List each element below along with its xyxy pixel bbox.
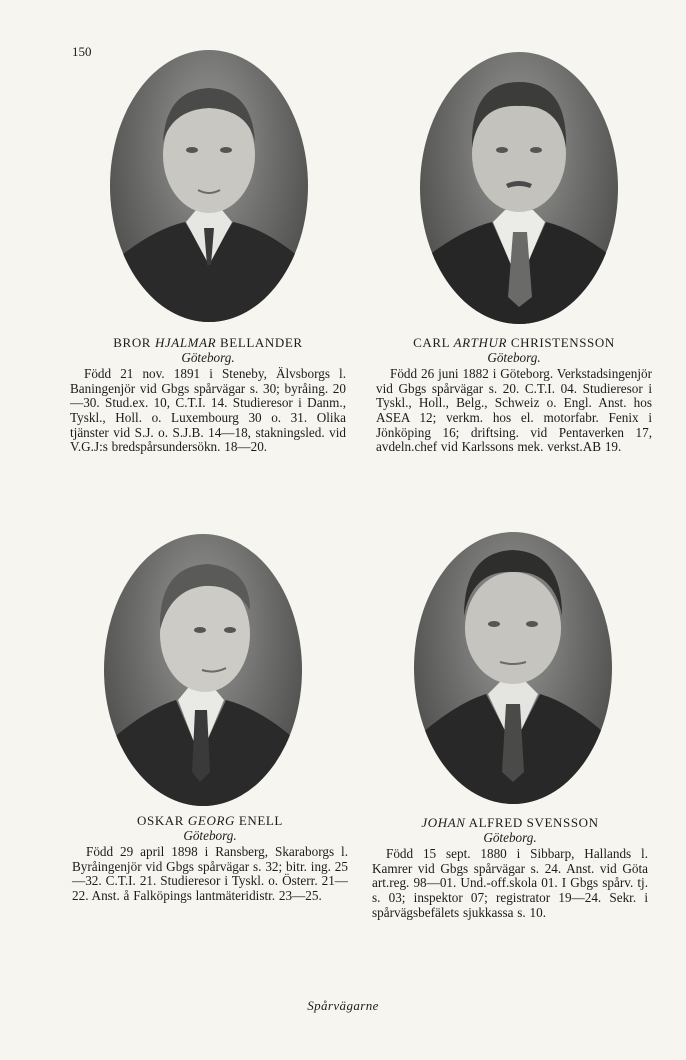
page-footer: Spårvägarne <box>307 998 379 1013</box>
person-name: JOHAN ALFRED SVENSSON <box>421 815 599 830</box>
bio-entry-bellander <box>70 336 346 455</box>
person-city: Göteborg. <box>487 349 541 365</box>
page-number: 150 <box>72 44 92 59</box>
portrait-photo-svensson <box>414 532 612 804</box>
bio-entry-christensson <box>376 336 652 455</box>
portrait-photo-bellander <box>110 50 308 322</box>
person-city: Göteborg. <box>183 827 237 843</box>
bio-entry-svensson <box>372 816 648 920</box>
person-name: CARL ARTHUR CHRISTENSSON <box>413 335 615 350</box>
person-city: Göteborg. <box>483 829 537 845</box>
person-city: Göteborg. <box>181 349 235 365</box>
person-name: BROR HJALMAR BELLANDER <box>113 335 303 350</box>
person-biography: Född 15 sept. 1880 i Sibbarp, Hallands l. Kamrer vid Gbgs spårvägar s. 24. Anst. vid Göta art.reg. 98—01. Und.-off.skola 01. I Gbgs spårv. tj. s. 03; inspektor 07; registrator 19—24. Sekr. i spårvägsbefälets sjukkassa s. 10. <box>372 846 648 920</box>
portrait-photo-enell <box>104 534 302 806</box>
person-biography: Född 26 juni 1882 i Göteborg. Verkstadsingenjör vid Gbgs spårvägar s. 20. C.T.I. 04. Studieresor i Tyskl., Holl., Belg., Schweiz o. Engl. Anst. hos ASEA 12; verkm. hos el. motorfabr. Fenix i Jönköping 16; driftsing. vid Pentaverken 17, avdeln.chef vid Karlssons mek. verkst.AB 19. <box>376 366 652 455</box>
person-biography: Född 29 april 1898 i Ransberg, Skaraborgs l. Byråingenjör vid Gbgs spårvägar s. 32; bitr. ing. 25—32. C.T.I. 21. Studieresor i Tyskl. o. Österr. 21—22. Anst. å Falköpings lantmäteridistr. 23—25. <box>72 844 348 903</box>
person-biography: Född 21 nov. 1891 i Steneby, Älvsborgs l. Baningenjör vid Gbgs spårvägar s. 30; byråing. 20—30. Stud.ex. 10, C.T.I. 14. Studieresor i Danm., Tyskl., Holl. o. Luxembourg 30 o. 31. Olika tjänster vid S.J. o. S.J.B. 14—18, stakningsled. vid V.G.J:s bredspårsundersökn. 18—20. <box>70 366 346 455</box>
bio-entry-enell <box>72 814 348 904</box>
person-name: OSKAR GEORG ENELL <box>137 813 283 828</box>
portrait-photo-christensson <box>420 52 618 324</box>
